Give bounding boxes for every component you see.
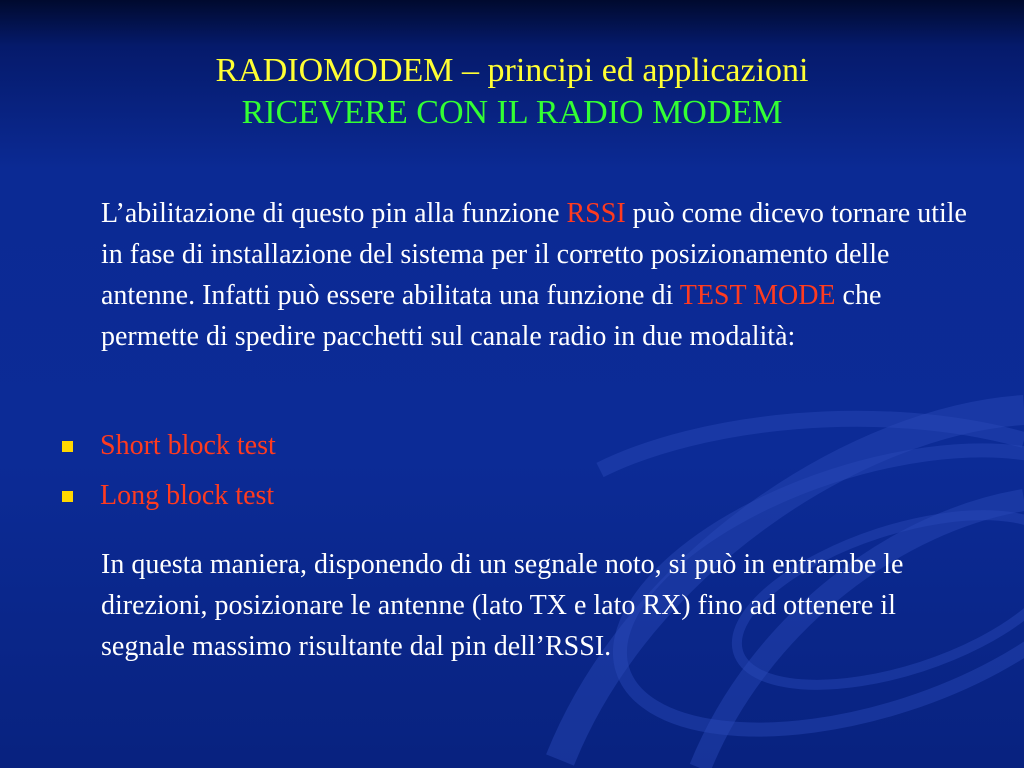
square-bullet-icon <box>62 441 73 452</box>
conclusion-paragraph: In questa maniera, disponendo di un segnale noto, si può in entrambe le direzioni, posizionare le antenne (lato TX e lato RX) fino ad ottenere il segnale massimo risultante dal pin dell’RSSI. <box>101 549 904 662</box>
list-item <box>0 426 1024 476</box>
intro-text-part1: L’abilitazione di questo pin alla funzione <box>101 198 567 229</box>
intro-text-part2: può come dicevo tornare utile in fase di installazione del sistema per il corretto posizionamento delle antenne. Infatti può essere abilitata una funzione di <box>101 198 967 311</box>
slide-title-line2: RICEVERE CON IL RADIO MODEM <box>241 94 783 131</box>
list-item-label: Long block test <box>100 480 275 511</box>
slide-title <box>0 50 1024 134</box>
test-mode-highlight: TEST MODE <box>679 280 836 311</box>
list-item-label: Short block test <box>100 430 276 461</box>
slide-title-line1: RADIOMODEM – principi ed applicazioni <box>215 52 809 89</box>
rssi-highlight: RSSI <box>566 198 626 229</box>
intro-paragraph <box>101 193 981 357</box>
test-mode-list <box>0 426 1024 526</box>
list-item <box>0 476 1024 526</box>
intro-text-part3: che permette di spedire pacchetti sul canale radio in due modalità: <box>101 280 882 352</box>
square-bullet-icon <box>62 491 73 502</box>
